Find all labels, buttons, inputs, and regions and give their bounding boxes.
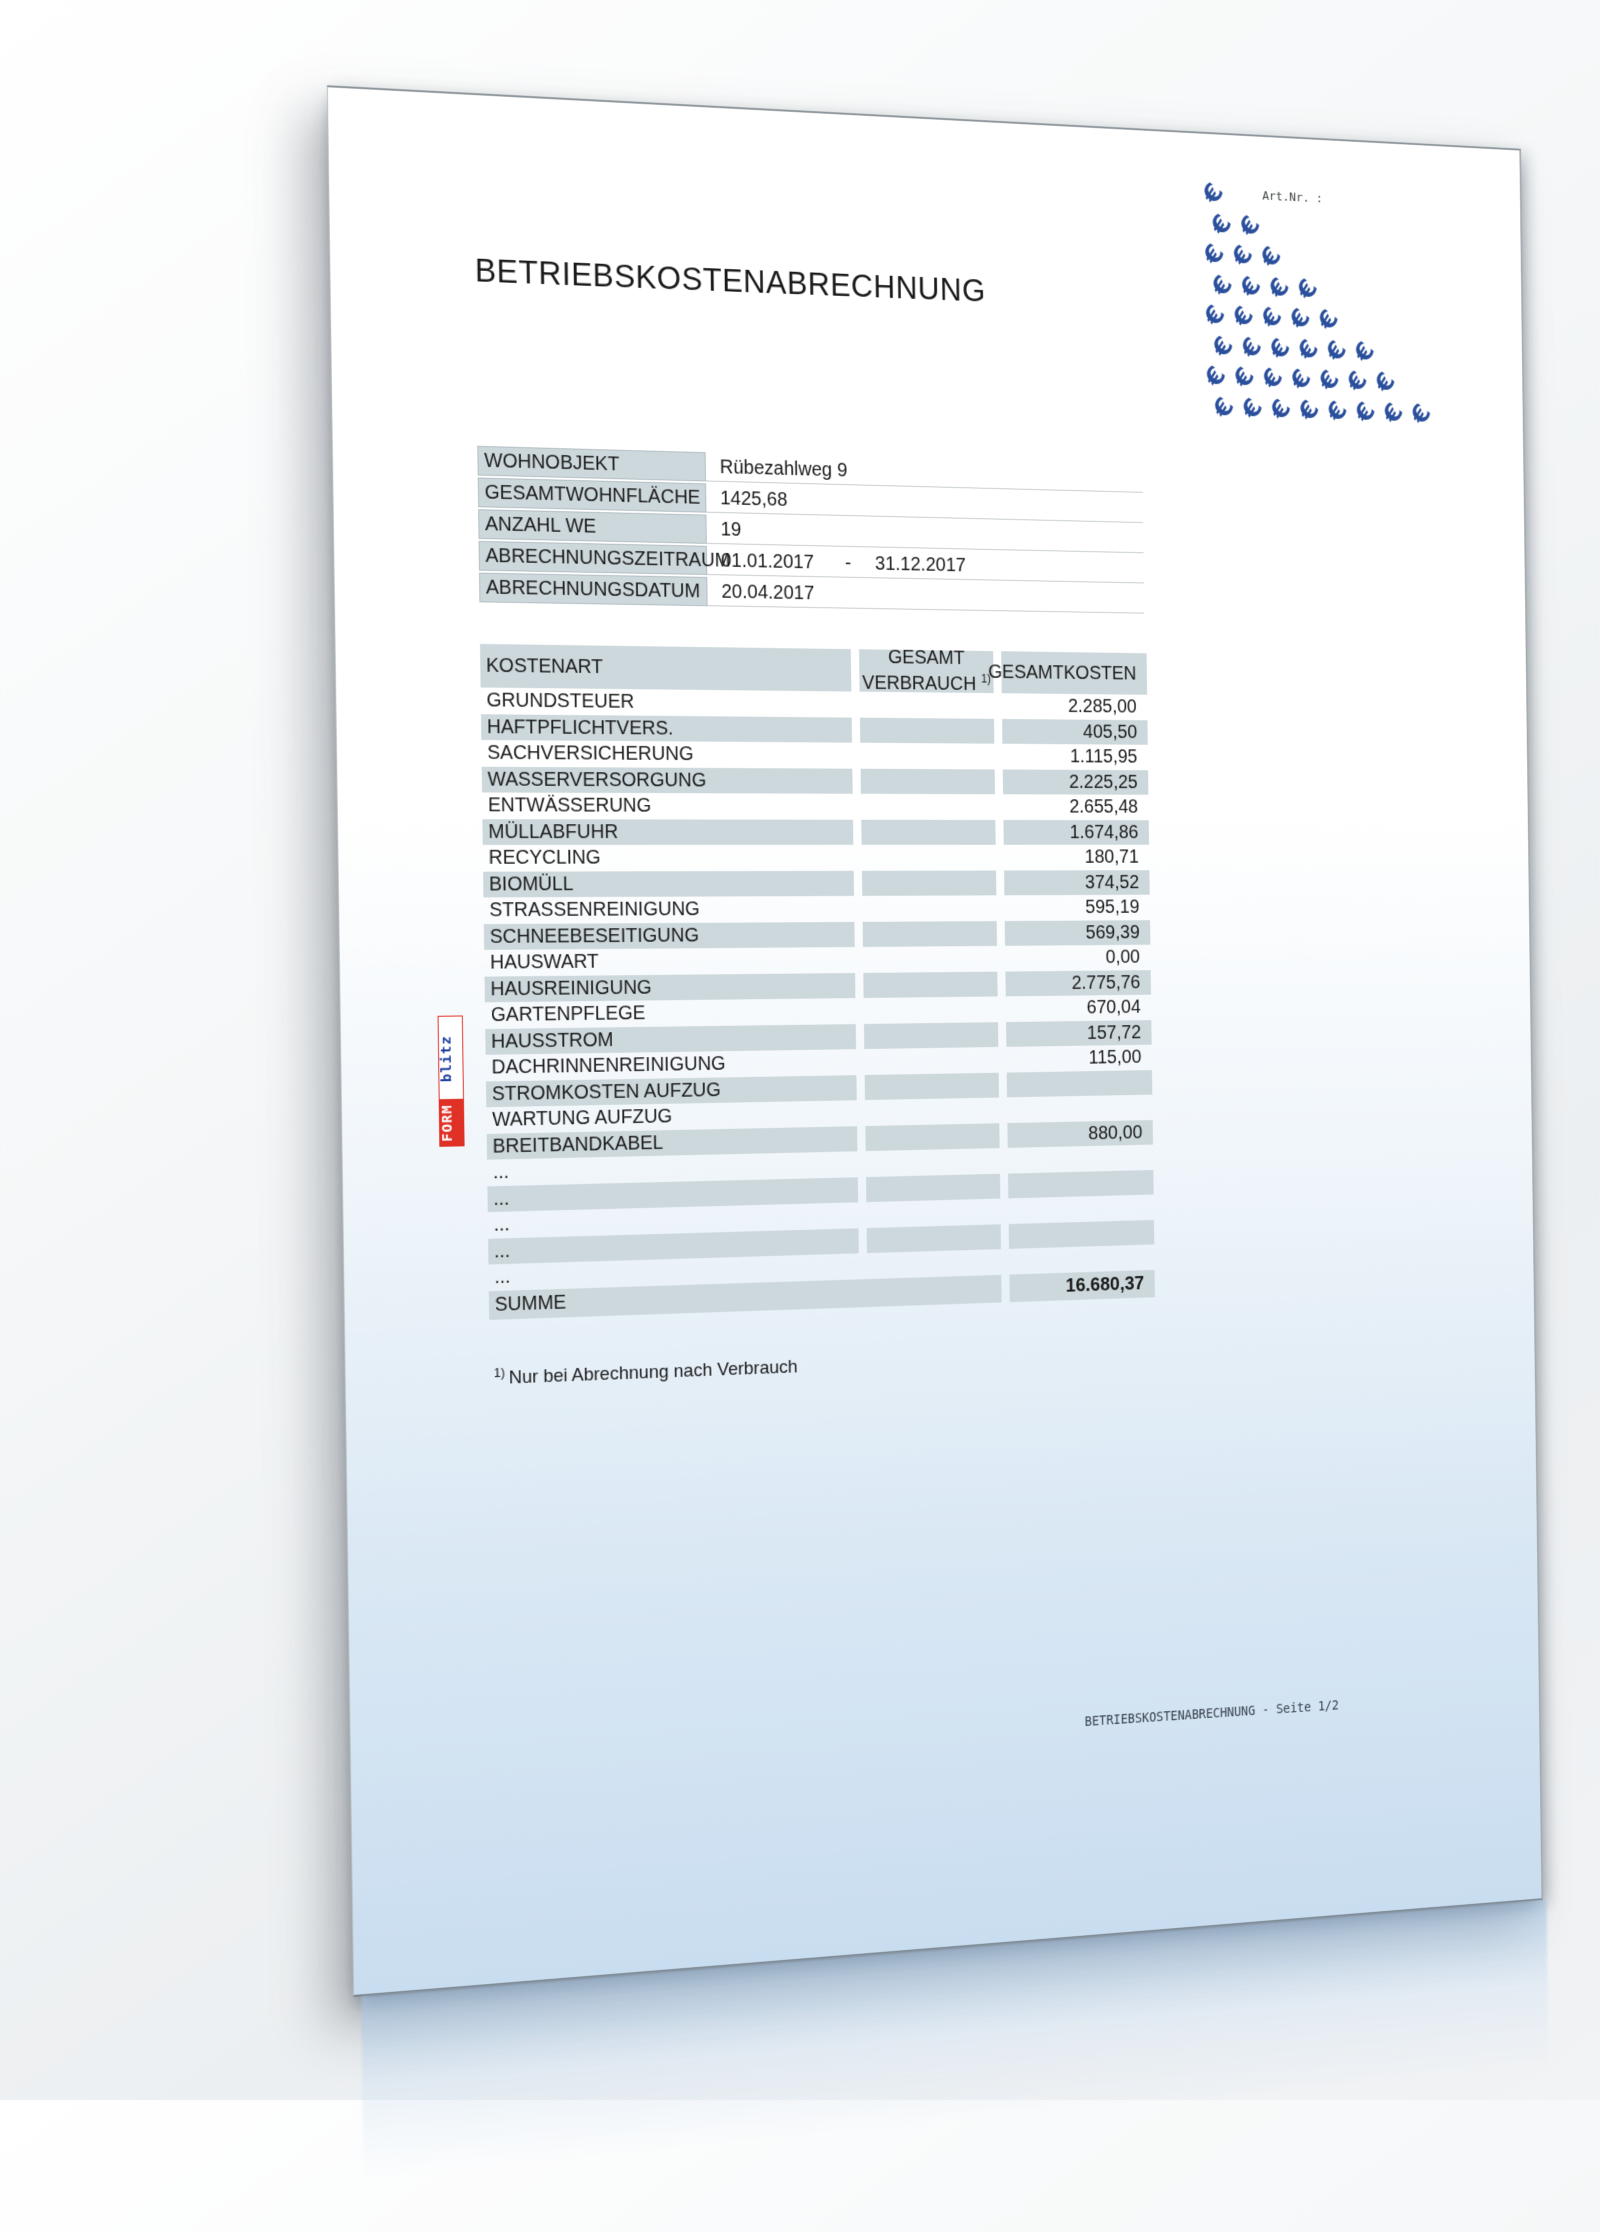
kostenart-cell: SACHVERSICHERUNG [487,742,694,765]
kostenart-cell: STRASSENREINIGUNG [489,898,700,922]
verbrauch-cell [864,1047,998,1075]
euro-icon: € [1292,334,1324,366]
euro-icon: € [1199,300,1231,332]
column-gutter [857,1126,866,1152]
footnote [494,1354,798,1390]
kostenart-cell: WASSERVERSORGUNG [482,766,853,794]
kosten-cell [1007,1095,1153,1123]
kosten-cell: 1.674,86 [1003,820,1149,845]
euro-icon: € [1405,398,1437,430]
euro-icon: € [1208,391,1240,424]
verbrauch-cell [860,692,994,719]
verbrauch-cell [863,921,997,947]
document-preview [327,85,1543,1997]
footnote-marker: 1) [493,1364,506,1381]
field-label: WOHNOBJEKT [477,446,706,482]
summe-value-cell: 16.680,37 [1009,1269,1155,1301]
kosten-cell: 2.285,00 [1067,695,1137,718]
euro-icon: € [1285,364,1317,396]
euro-icon: € [1284,303,1316,336]
column-gutter [853,845,862,871]
kosten-cell: 1.115,95 [1069,746,1138,768]
page-title: BETRIEBSKOSTENABRECHNUNG [474,251,986,309]
cost-table [480,644,1155,1320]
table-row [482,766,1149,795]
euro-icon: € [1293,394,1325,427]
euro-icon: € [1228,362,1260,394]
kostenart-cell: HAUSWART [489,950,599,974]
verbrauch-cell [864,1022,998,1049]
kosten-cell: 157,72 [1006,1020,1152,1047]
euro-icon: € [1313,365,1345,397]
euro-icon: € [1350,396,1381,428]
euro-icon: € [1227,240,1259,272]
zeitraum-end: 31.12.2017 [874,553,966,577]
euro-icon: € [1378,397,1409,429]
column-gutter [858,1202,867,1228]
table-row [482,792,1149,819]
footnote-marker: 1) [981,672,991,686]
column-gutter [852,768,861,794]
header-verbrauch-line1: GESAMT [887,646,965,670]
zeitraum-separator: - [845,552,852,574]
info-fields [477,446,1144,616]
euro-icon: € [1292,273,1324,306]
kosten-cell: 880,00 [1007,1120,1153,1148]
kosten-cell [1008,1170,1154,1199]
kosten-cell: 2.655,48 [1069,796,1139,818]
kosten-cell: 405,50 [1002,718,1148,744]
page-footer: BETRIEBSKOSTENABRECHNUNG - Seite 1/2 [1084,1698,1339,1730]
field-value: 19 [706,515,1143,554]
euro-icon: € [1256,302,1288,334]
verbrauch-cell [863,946,997,973]
column-gutter [856,1049,865,1075]
field-label: GESAMTWOHNFLÄCHE [478,478,707,513]
table-row [483,870,1150,898]
euro-icon: € [1321,335,1353,367]
euro-icon: € [1227,301,1260,333]
verbrauch-cell [861,819,995,845]
field-label: ABRECHNUNGSDATUM [479,573,708,607]
verbrauch-cell [866,1173,1000,1202]
formblitz-logo [438,1015,465,1146]
verbrauch-cell [862,870,996,896]
verbrauch-cell [861,794,995,820]
table-row [483,895,1150,924]
euro-icon: € [1207,330,1239,363]
kostenart-cell: HAUSSTROM [485,1024,856,1055]
column-gutter [855,947,864,973]
verbrauch-cell [865,1098,999,1126]
summe-label-cell: SUMME [489,1274,1002,1319]
euro-icon: € [1236,392,1269,425]
euro-icon: € [1263,272,1295,304]
field-label: ABRECHNUNGSZEITRAUM [479,541,708,575]
euro-icon: € [1255,241,1287,274]
logo-blitz-segment: blitz [439,1016,463,1099]
kostenart-cell: MÜLLABFUHR [482,819,853,845]
euro-icon: € [1257,363,1289,395]
column-gutter [853,794,862,820]
kosten-cell: 595,19 [1085,896,1140,918]
verbrauch-cell [862,845,996,871]
column-gutter [855,998,864,1024]
verbrauch-cell [862,895,996,921]
column-gutter [852,717,861,743]
header-gesamtkosten: GESAMTKOSTEN [1001,651,1147,695]
verbrauch-cell [865,1123,999,1151]
kostenart-cell: ... [492,1161,510,1184]
formblitz-logo-text [439,1016,464,1145]
kostenart-cell: DACHRINNENREINIGUNG [491,1053,726,1079]
art-nr-label: Art.Nr. : [1262,189,1323,207]
header-verbrauch [859,646,994,695]
field-value: Rübezahlweg 9 [706,452,1143,493]
column-gutter [857,1151,866,1177]
kostenart-cell: SCHNEEBESEITIGUNG [484,921,855,949]
column-gutter [858,1228,867,1254]
field-label: ANZAHL WE [478,509,707,544]
euro-icon: € [1198,239,1230,271]
kostenart-cell: GARTENPFLEGE [490,1002,646,1027]
field-value: 20.04.2017 [707,577,1144,614]
euro-icon: € [1234,210,1266,242]
kosten-cell: 2.225,25 [1003,769,1149,795]
verbrauch-cell [860,743,994,769]
table-row [482,819,1149,845]
kostenart-cell: ... [494,1265,511,1289]
column-gutter [859,1253,868,1279]
column-gutter [851,692,860,718]
euro-icon: € [1205,208,1238,241]
euro-icon: € [1342,366,1373,398]
field-value: 1425,68 [706,483,1143,523]
euro-icon: € [1200,361,1232,393]
verbrauch-cell [866,1199,1000,1228]
kostenart-cell: BREITBANDKABEL [487,1126,858,1160]
kostenart-cell: STROMKOSTEN AUFZUG [486,1075,857,1108]
euro-icon: € [1264,333,1296,365]
kostenart-cell: GRUNDSTEUER [486,689,635,713]
kosten-cell: 0,00 [1105,946,1141,968]
euro-icon: € [1265,393,1297,426]
kosten-cell: 374,52 [1004,870,1150,896]
table-row [483,845,1150,871]
kosten-cell [1007,1070,1153,1098]
euro-icon: € [1197,177,1230,210]
kosten-cell: 180,71 [1084,846,1139,868]
logo-form-segment: FORM [440,1099,464,1146]
verbrauch-cell [863,971,997,998]
verbrauch-cell [861,768,995,794]
column-gutter [857,1100,866,1126]
kosten-cell: 2.775,76 [1005,970,1151,997]
kosten-cell: 670,04 [1086,996,1141,1019]
kosten-cell: 569,39 [1005,920,1151,946]
kostenart-cell: HAFTPFLICHTVERS. [481,714,852,743]
table-body [481,688,1155,1291]
kostenart-cell: WARTUNG AUFZUG [492,1105,673,1131]
column-gutter [856,1075,865,1101]
column-gutter [854,870,863,896]
header-verbrauch-line2: VERBRAUCH $^{1)}$ [862,672,991,695]
verbrauch-cell [866,1148,1000,1177]
verbrauch-cell [864,996,998,1023]
kostenart-cell: ... [493,1213,510,1236]
header-kostenart: KOSTENART [480,644,851,692]
document-page [327,85,1543,1997]
column-gutter [854,921,863,947]
euro-icon: € [1370,367,1401,399]
euro-icon: € [1235,271,1267,303]
verbrauch-cell [865,1072,999,1100]
kosten-cell [1008,1145,1154,1174]
zeitraum-start: 01.01.2017 [720,549,815,574]
euro-icon: € [1321,395,1353,428]
kostenart-cell: RECYCLING [488,846,601,869]
table-header-row [480,644,1147,695]
euro-icon: € [1349,336,1381,368]
footnote-text: Nur bei Abrechnung nach Verbrauch [508,1357,798,1389]
kostenart-cell: HAUSREINIGUNG [485,973,856,1003]
euro-icon: € [1206,269,1239,302]
euro-icon: € [1313,304,1344,337]
kosten-cell: 115,00 [1088,1046,1142,1069]
kostenart-cell: BIOMÜLL [483,870,854,897]
euro-pattern [1197,177,1443,440]
column-gutter [856,1024,865,1050]
kostenart-cell: ... [487,1177,858,1212]
kostenart-cell: ENTWÄSSERUNG [487,794,652,817]
verbrauch-cell [860,717,994,743]
euro-icon: € [1236,332,1268,364]
table-row [481,740,1148,770]
column-gutter [858,1177,867,1203]
kostenart-cell: ... [488,1228,859,1265]
